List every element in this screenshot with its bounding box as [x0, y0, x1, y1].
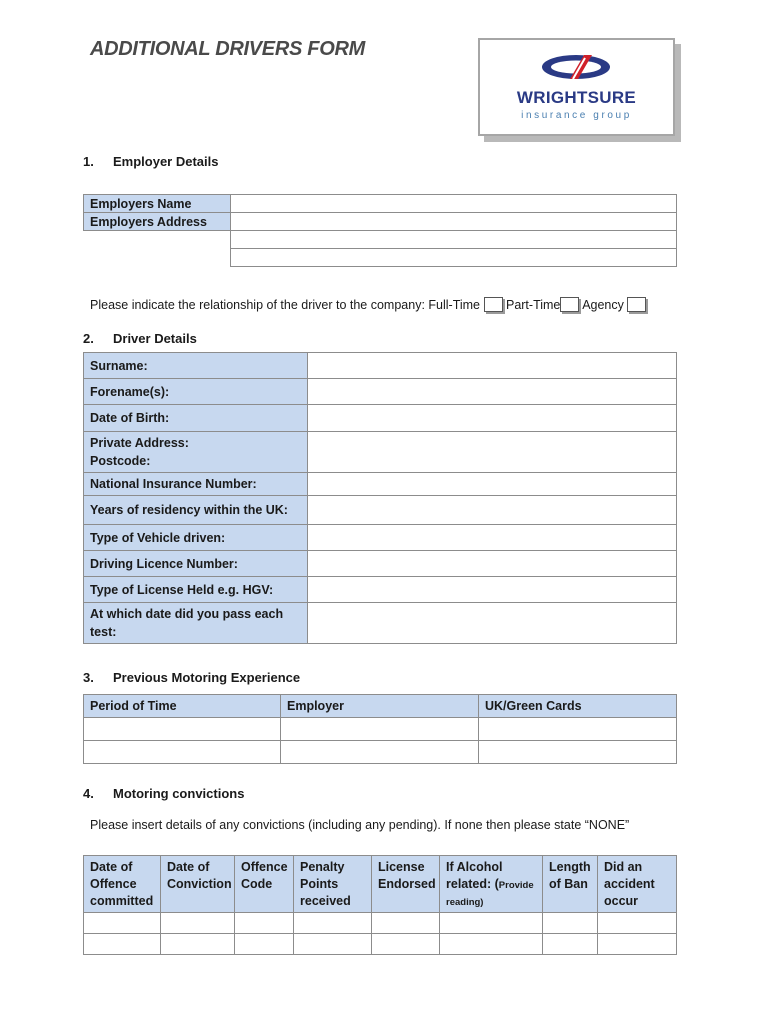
table-cell[interactable]: [440, 913, 543, 934]
employers-address-field-1[interactable]: [231, 213, 677, 231]
table-row: [84, 577, 677, 603]
full-time-checkbox[interactable]: [484, 297, 503, 312]
table-row: [84, 379, 677, 405]
date-of-birth-field[interactable]: [308, 405, 677, 432]
table-row: [84, 718, 677, 741]
relationship-line: [90, 298, 646, 313]
table-cell[interactable]: [372, 913, 440, 934]
table-row: [84, 603, 677, 644]
forenames-label: Forename(s):: [84, 379, 308, 405]
license-type-field[interactable]: [308, 577, 677, 603]
period-cell[interactable]: [84, 718, 281, 741]
employer-cell[interactable]: [281, 741, 479, 764]
employers-name-label: Employers Name: [84, 195, 231, 213]
national-insurance-label: National Insurance Number:: [84, 473, 308, 496]
licence-number-label: Driving Licence Number:: [84, 551, 308, 577]
table-row: [84, 249, 677, 267]
period-of-time-header: Period of Time: [84, 695, 281, 718]
table-cell[interactable]: [543, 913, 598, 934]
license-type-label: Type of License Held e.g. HGV:: [84, 577, 308, 603]
employer-header: Employer: [281, 695, 479, 718]
table-row: [84, 195, 677, 213]
agency-label: Agency: [582, 298, 624, 312]
table-cell[interactable]: [235, 913, 294, 934]
private-address-field[interactable]: [308, 432, 677, 473]
table-header-row: [84, 695, 677, 718]
surname-field[interactable]: [308, 353, 677, 379]
residency-field[interactable]: [308, 496, 677, 525]
logo-tagline: insurance group: [521, 110, 632, 121]
table-cell[interactable]: [84, 913, 161, 934]
vehicle-type-field[interactable]: [308, 525, 677, 551]
table-row: [84, 496, 677, 525]
table-row: [84, 934, 677, 955]
table-cell[interactable]: [161, 934, 235, 955]
table-row: [84, 473, 677, 496]
employers-address-label: Employers Address: [84, 213, 231, 231]
penalty-points-header: Penalty Points received: [294, 856, 372, 913]
date-of-birth-label: Date of Birth:: [84, 405, 308, 432]
logo-brand: WRIGHTSURE: [516, 88, 637, 107]
licence-number-field[interactable]: [308, 551, 677, 577]
table-cell[interactable]: [161, 913, 235, 934]
residency-label: Years of residency within the UK:: [84, 496, 308, 525]
table-cell[interactable]: [294, 913, 372, 934]
table-cell[interactable]: [372, 934, 440, 955]
convictions-instructions: Please insert details of any convictions (including any pending). If none then please state “NONE”: [90, 818, 630, 832]
part-time-checkbox[interactable]: [560, 297, 579, 312]
table-cell[interactable]: [598, 934, 677, 955]
logo-swoosh-icon: [540, 52, 613, 82]
pass-date-field[interactable]: [308, 603, 677, 644]
green-cards-cell[interactable]: [479, 741, 677, 764]
private-address-label: Private Address: Postcode:: [84, 432, 308, 473]
table-cell[interactable]: [598, 913, 677, 934]
part-time-label: Part-Time: [505, 298, 561, 312]
accident-header: Did an accident occur: [598, 856, 677, 913]
table-row: [84, 231, 677, 249]
national-insurance-field[interactable]: [308, 473, 677, 496]
period-cell[interactable]: [84, 741, 281, 764]
employer-table: [83, 194, 677, 267]
postcode-label: Postcode:: [90, 454, 151, 468]
alcohol-related-header: If Alcohol related: (Provide reading): [440, 856, 543, 913]
vehicle-type-label: Type of Vehicle driven:: [84, 525, 308, 551]
employer-cell[interactable]: [281, 718, 479, 741]
uk-green-cards-header: UK/Green Cards: [479, 695, 677, 718]
agency-checkbox[interactable]: [627, 297, 646, 312]
company-logo: [478, 38, 675, 136]
table-row: [84, 432, 677, 473]
table-cell[interactable]: [235, 934, 294, 955]
length-of-ban-header: Length of Ban: [543, 856, 598, 913]
motoring-experience-table: [83, 694, 677, 764]
section1-heading: 1. Employer Details: [83, 154, 219, 169]
surname-label: Surname:: [84, 353, 308, 379]
table-row: [84, 405, 677, 432]
table-cell[interactable]: [440, 934, 543, 955]
employers-address-field-2[interactable]: [231, 231, 677, 249]
section3-heading: 3. Previous Motoring Experience: [83, 670, 301, 685]
table-cell[interactable]: [294, 934, 372, 955]
convictions-table: [83, 855, 677, 955]
pass-date-label: At which date did you pass each test:: [84, 603, 308, 644]
date-of-conviction-header: Date of Conviction: [161, 856, 235, 913]
offence-code-header: Offence Code: [235, 856, 294, 913]
relationship-text: Please indicate the relationship of the driver to the company: Full-Time: [90, 298, 481, 312]
table-row: [84, 525, 677, 551]
table-row: [84, 353, 677, 379]
driver-details-table: [83, 352, 677, 644]
date-of-offence-header: Date of Offence committed: [84, 856, 161, 913]
green-cards-cell[interactable]: [479, 718, 677, 741]
employers-address-field-3[interactable]: [231, 249, 677, 267]
section4-heading: 4. Motoring convictions: [83, 786, 245, 801]
table-row: [84, 551, 677, 577]
table-cell[interactable]: [543, 934, 598, 955]
employers-name-field[interactable]: [231, 195, 677, 213]
forenames-field[interactable]: [308, 379, 677, 405]
license-endorsed-header: License Endorsed: [372, 856, 440, 913]
form-title: ADDITIONAL DRIVERS FORM: [90, 38, 365, 60]
table-cell[interactable]: [84, 934, 161, 955]
table-row: [84, 213, 677, 231]
table-row: [84, 741, 677, 764]
section2-heading: 2. Driver Details: [83, 331, 197, 346]
table-row: [84, 913, 677, 934]
table-header-row: [84, 856, 677, 913]
